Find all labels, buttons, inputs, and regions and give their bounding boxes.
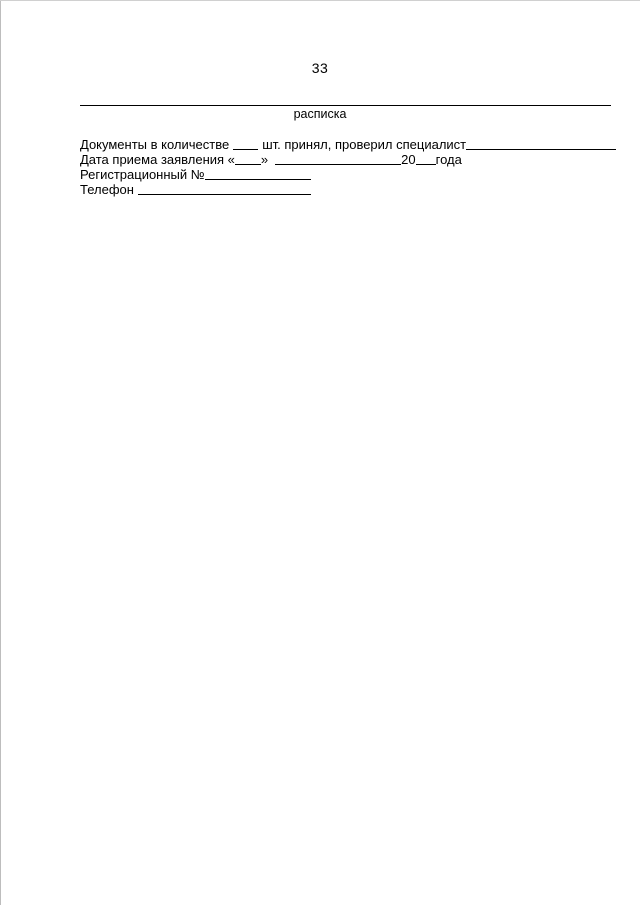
- date-close-quote: »: [260, 152, 269, 167]
- documents-row: [80, 137, 620, 152]
- date-year-prefix: 20: [401, 152, 416, 167]
- registration-label: Регистрационный №: [80, 167, 205, 182]
- cut-line: [80, 105, 611, 106]
- receipt-title: расписка: [293, 107, 347, 121]
- documents-count-label: Документы в количестве: [80, 137, 230, 152]
- phone-label: Телефон: [80, 182, 134, 197]
- date-year-suffix: года: [435, 152, 462, 167]
- date-month-blank: [275, 152, 401, 165]
- registration-row: [80, 167, 620, 182]
- registration-blank: [205, 167, 311, 180]
- scan-edge: [0, 0, 1, 905]
- documents-accepted-label: шт. принял, проверил специалист: [262, 137, 467, 152]
- date-year-blank: [416, 152, 436, 165]
- phone-blank: [138, 182, 311, 195]
- documents-count-blank: [233, 137, 258, 150]
- phone-row: [80, 182, 620, 197]
- receipt-form: [80, 137, 620, 197]
- page-number: 33: [311, 60, 329, 76]
- date-row: [80, 152, 620, 167]
- specialist-blank: [466, 137, 616, 150]
- scan-edge-top: [0, 0, 640, 1]
- date-day-blank: [235, 152, 261, 165]
- date-label: Дата приема заявления «: [80, 152, 235, 167]
